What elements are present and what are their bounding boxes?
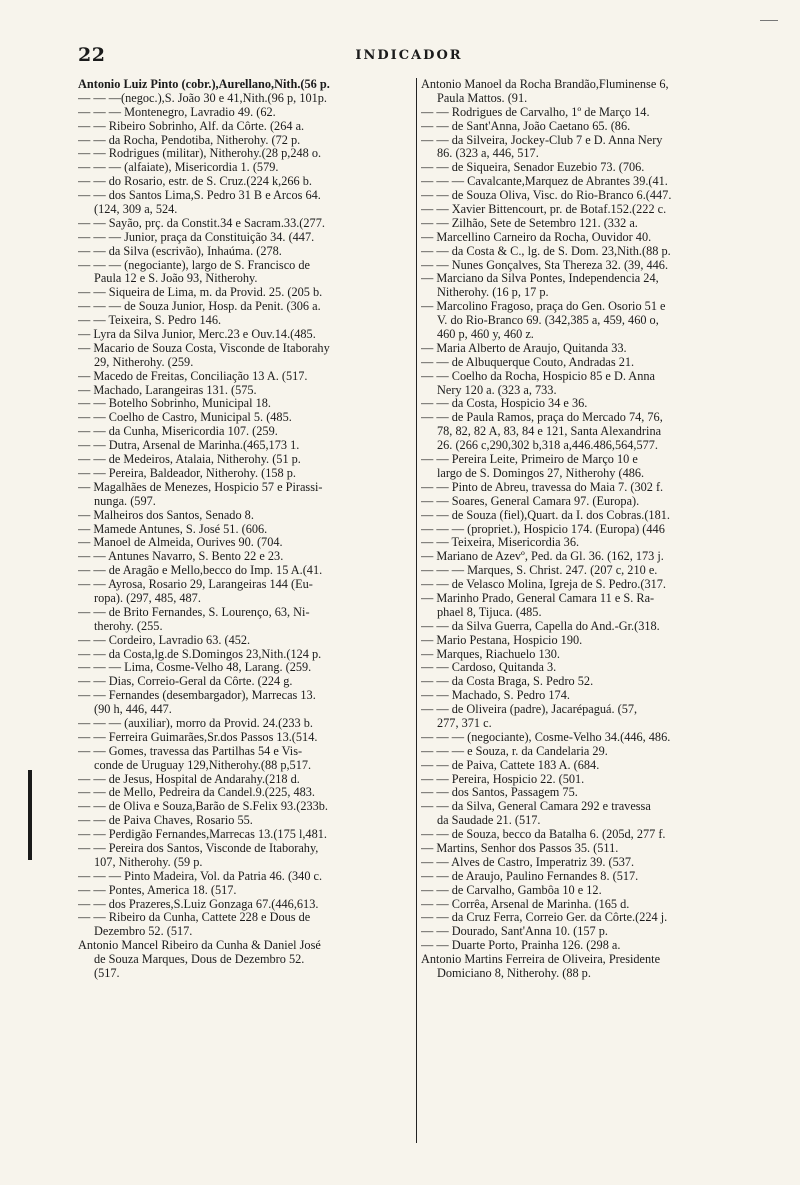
directory-entry-line: — — da Rocha, Pendotiba, Nitherohy. (72 p.	[78, 133, 301, 147]
directory-entry-line: — — de Souza (fiel),Quart. da I. dos Cobras.(181.	[421, 508, 670, 522]
directory-entry-line: — — dos Santos Lima,S. Pedro 31 B e Arcos 64.	[78, 189, 321, 203]
directory-entry-line: — — Rodrigues de Carvalho, 1º de Março 14.	[421, 105, 650, 119]
directory-entry-line: Antonio Luiz Pinto (cobr.),Aurellano,Nith.(56 p.	[78, 78, 330, 91]
directory-entry-line: — Macario de Souza Costa, Visconde de Itaborahy	[78, 341, 330, 355]
directory-entry-line: — — Rodrigues (militar), Nitherohy.(28 p,248 o.	[78, 147, 322, 161]
directory-entry-line: — Lyra da Silva Junior, Merc.23 e Ouv.14.(485.	[78, 328, 316, 342]
directory-entry-line: — Marciano da Silva Pontes, Independencia 24,	[421, 272, 659, 286]
directory-entry-line: — — — (propriet.), Hospicio 174. (Europa) (446	[421, 522, 665, 536]
directory-entry-line: — — de Souza, becco da Batalha 6. (205d, 277 f.	[421, 828, 666, 842]
directory-entry-line: — Machado, Larangeiras 131. (575.	[78, 383, 257, 397]
directory-entry-line: ropa). (297, 485, 487.	[94, 591, 201, 605]
directory-entry-line: — — Machado, S. Pedro 174.	[421, 689, 570, 703]
directory-entry-line: — Macedo de Freitas, Conciliação 13 A. (517.	[78, 369, 308, 383]
directory-entry-line: — — — e Souza, r. da Candelaria 29.	[421, 744, 608, 758]
directory-entry-line: da Saudade 21. (517.	[437, 814, 541, 828]
directory-entry-line: — — de Paula Ramos, praça do Mercado 74, 76,	[421, 411, 663, 425]
directory-entry-line: — — Gomes, travessa das Partilhas 54 e Vis-	[78, 744, 303, 758]
directory-entry-line: Dezembro 52. (517.	[94, 925, 193, 939]
directory-entry-line: — — — de Souza Junior, Hosp. da Penit. (306 a.	[78, 300, 321, 314]
directory-entry-line: — Manoel de Almeida, Ourives 90. (704.	[78, 536, 283, 550]
directory-entry-line: — — da Costa & C., lg. de S. Dom. 23,Nith.(88 p.	[421, 244, 671, 258]
directory-entry-line: — — Cardoso, Quitanda 3.	[421, 661, 557, 675]
directory-entry-line: — — Teixeira, S. Pedro 146.	[78, 314, 222, 328]
directory-entry-line: — — de Brito Fernandes, S. Lourenço, 63, Ni-	[78, 605, 310, 619]
directory-entry-line: — — — Montenegro, Lavradio 49. (62.	[78, 105, 276, 119]
directory-entry-line: — — Coelho de Castro, Municipal 5. (485.	[78, 411, 292, 425]
directory-columns	[78, 78, 755, 1143]
directory-entry-line: Paula 12 e S. João 93, Nitherohy.	[94, 272, 258, 286]
directory-entry-line: — — de Carvalho, Gambôa 10 e 12.	[421, 883, 602, 897]
directory-entry-line: — — Corrêa, Arsenal de Marinha. (165 d.	[421, 897, 630, 911]
directory-entry-line: 277, 371 c.	[437, 716, 492, 730]
directory-entry-line: — — — Lima, Cosme-Velho 48, Larang. (259.	[78, 661, 312, 675]
directory-entry-line: — — dos Santos, Passagem 75.	[421, 786, 578, 800]
directory-entry-line: — — Dutra, Arsenal de Marinha.(465,173 1.	[78, 439, 300, 453]
directory-entry-line: largo de S. Domingos 27, Nitherohy (486.	[437, 466, 645, 480]
directory-entry-line: — — de Paiva Chaves, Rosario 55.	[78, 814, 253, 828]
directory-entry-line: — — de Mello, Pedreira da Candel.9.(225, 483.	[78, 786, 316, 800]
directory-entry-line: 26. (266 c,290,302 b,318 a,446.486,564,577.	[437, 439, 658, 453]
directory-entry-line: — — de Sant'Anna, João Caetano 65. (86.	[421, 119, 631, 133]
directory-entry-line: — Mario Pestana, Hospicio 190.	[421, 633, 583, 647]
directory-entry-line: (124, 309 a, 524.	[94, 203, 178, 217]
directory-entry-line: — — Pinto de Abreu, travessa do Maia 7. (302 f.	[421, 480, 664, 494]
directory-entry-line: — — do Rosario, estr. de S. Cruz.(224 k,266 b.	[78, 175, 312, 189]
directory-entry-line: — — Siqueira de Lima, m. da Provid. 25. (205 b.	[78, 286, 323, 300]
directory-entry-line: — — de Jesus, Hospital de Andarahy.(218 d.	[78, 772, 300, 786]
directory-entry-line: — — da Silva (escrivão), Inhaúma. (278.	[78, 244, 282, 258]
directory-entry-line: (90 h, 446, 447.	[94, 703, 172, 717]
directory-entry-line: — — Pontes, America 18. (517.	[78, 883, 237, 897]
directory-entry-line: — — Soares, General Camara 97. (Europa).	[421, 494, 640, 508]
directory-entry-line: — — Botelho Sobrinho, Municipal 18.	[78, 397, 271, 411]
directory-entry-line: — — Ayrosa, Rosario 29, Larangeiras 144 (Eu-	[78, 578, 313, 592]
directory-entry-line: — — Dourado, Sant'Anna 10. (157 p.	[421, 925, 608, 939]
directory-entry-line: — Marcolino Fragoso, praça do Gen. Osorio 51 e	[421, 300, 666, 314]
directory-entry-line: — — — (auxiliar), morro da Provid. 24.(233 b.	[78, 716, 313, 730]
directory-entry-line: — — de Velasco Molina, Igreja de S. Pedro.(317.	[421, 578, 666, 592]
directory-entry-line: — — da Costa,lg.de S.Domingos 23,Nith.(124 p.	[78, 647, 322, 661]
directory-entry-line: conde de Uruguay 129,Nitherohy.(88 p,517.	[94, 758, 312, 772]
directory-entry-line: 78, 82, 82 A, 83, 84 e 121, Santa Alexandrina	[437, 425, 662, 439]
directory-entry-line: — — — Junior, praça da Constituição 34. (447.	[78, 230, 315, 244]
page-corner-mark	[760, 20, 778, 21]
directory-entry-line: Antonio Manoel da Rocha Brandão,Fluminense 6,	[421, 78, 669, 91]
directory-entry-line: — — Pereira, Baldeador, Nitherohy. (158 p.	[78, 466, 296, 480]
directory-entry-line: therohy. (255.	[94, 619, 163, 633]
directory-entry-line: — Marques, Riachuelo 130.	[421, 647, 560, 661]
directory-entry-line: Domiciano 8, Nitherohy. (88 p.	[437, 967, 591, 980]
directory-entry-line: — — de Araujo, Paulino Fernandes 8. (517.	[421, 869, 639, 883]
directory-entry-line: — — de Medeiros, Atalaia, Nitherohy. (51 p.	[78, 453, 301, 467]
directory-entry-line: — Martins, Senhor dos Passos 35. (511.	[421, 841, 619, 855]
page-header	[78, 44, 740, 68]
directory-entry-line: — — Ribeiro Sobrinho, Alf. da Côrte. (264 a.	[78, 119, 305, 133]
directory-entry-line: — — da Silveira, Jockey-Club 7 e D. Anna Nery	[421, 133, 663, 147]
directory-entry-line: nunga. (597.	[94, 494, 156, 508]
page-number: 22	[78, 44, 106, 66]
directory-entry-line: phael 8, Tijuca. (485.	[437, 605, 542, 619]
directory-entry-line: — — —(negoc.),S. João 30 e 41,Nith.(96 p, 101p.	[78, 91, 327, 105]
directory-entry-line: — Malheiros dos Santos, Senado 8.	[78, 508, 254, 522]
directory-entry-line: — — Cordeiro, Lavradio 63. (452.	[78, 633, 251, 647]
directory-entry-line: — Mamede Antunes, S. José 51. (606.	[78, 522, 268, 536]
directory-entry-line: — — Xavier Bittencourt, pr. de Botaf.152.(222 c.	[421, 203, 667, 217]
directory-entry-line: — — — (negociante), Cosme-Velho 34.(446, 486.	[421, 730, 671, 744]
directory-entry-line: — — Pereira Leite, Primeiro de Março 10 e	[421, 453, 638, 467]
directory-entry-line: — Mariano de Azevº, Ped. da Gl. 36. (162, 173 j.	[421, 550, 664, 564]
directory-entry-line: (517.	[94, 967, 120, 980]
directory-entry-line: — — de Oliva e Souza,Barão de S.Felix 93.(233b.	[78, 800, 328, 814]
directory-entry-line: — — Pereira, Hospicio 22. (501.	[421, 772, 585, 786]
directory-entry-line: Antonio Mancel Ribeiro da Cunha & Daniel José	[78, 939, 321, 953]
directory-entry-line: — — Nunes Gonçalves, Sta Thereza 32. (39, 446.	[421, 258, 669, 272]
directory-entry-line: — — dos Prazeres,S.Luiz Gonzaga 67.(446,613.	[78, 897, 319, 911]
directory-entry-line: — — Ferreira Guimarães,Sr.dos Passos 13.(514.	[78, 730, 318, 744]
directory-entry-line: — — da Costa Braga, S. Pedro 52.	[421, 675, 594, 689]
directory-entry-line: — Marinho Prado, General Camara 11 e S. Ra-	[421, 591, 655, 605]
directory-entry-line: — — — Marques, S. Christ. 247. (207 c, 210 e.	[421, 564, 658, 578]
directory-entry-line: — — — Cavalcante,Marquez de Abrantes 39.(41.	[421, 175, 668, 189]
directory-entry-line: — — de Oliveira (padre), Jacarépaguá. (57,	[421, 703, 638, 717]
directory-entry-line: — — de Albuquerque Couto, Andradas 21.	[421, 355, 635, 369]
directory-entry-line: Antonio Martins Ferreira de Oliveira, Presidente	[421, 953, 661, 967]
directory-entry-line: V. do Rio-Branco 69. (342,385 a, 459, 460 o,	[437, 314, 659, 328]
directory-entry-line: — — de Souza Oliva, Visc. do Rio-Branco 6.(447.	[421, 189, 672, 203]
directory-entry-line: 107, Nitherohy. (59 p.	[94, 855, 203, 869]
directory-entry-line: — — da Cunha, Misericordia 107. (259.	[78, 425, 278, 439]
directory-entry-line: 460 p, 460 y, 460 z.	[437, 328, 534, 342]
directory-entry-line: — — Perdigão Fernandes,Marrecas 13.(175 l,481.	[78, 828, 327, 842]
directory-entry-line: — — Teixeira, Misericordia 36.	[421, 536, 580, 550]
directory-entry-line: — — Dias, Correio-Geral da Côrte. (224 g.	[78, 675, 293, 689]
directory-entry-line: 29, Nitherohy. (259.	[94, 355, 194, 369]
directory-entry-line: Nitherohy. (16 p, 17 p.	[437, 286, 549, 300]
directory-entry-line: — — da Costa, Hospicio 34 e 36.	[421, 397, 588, 411]
directory-entry-line: — — da Silva Guerra, Capella do And.-Gr.(318.	[421, 619, 660, 633]
running-title: INDICADOR	[355, 48, 463, 63]
directory-entry-line: — — Antunes Navarro, S. Bento 22 e 23.	[78, 550, 284, 564]
directory-entry-line: 86. (323 a, 446, 517.	[437, 147, 539, 161]
directory-entry-line: — Maria Alberto de Araujo, Quitanda 33.	[421, 341, 627, 355]
directory-entry-line: — — da Cruz Ferra, Correio Ger. da Côrte.(224 j.	[421, 911, 668, 925]
directory-entry-line: — — de Siqueira, Senador Euzebio 73. (706.	[421, 161, 645, 175]
directory-entry-line: — — — (alfaiate), Misericordia 1. (579.	[78, 161, 279, 175]
directory-entry-line: — — Pereira dos Santos, Visconde de Itaborahy,	[78, 841, 319, 855]
margin-mark	[28, 770, 32, 860]
left-column	[78, 78, 416, 1143]
directory-entry-line: — — da Silva, General Camara 292 e travessa	[421, 800, 651, 814]
directory-entry-line: Paula Mattos. (91.	[437, 91, 528, 105]
directory-entry-line: — — Alves de Castro, Imperatriz 39. (537.	[421, 855, 635, 869]
directory-entry-line: — — Coelho da Rocha, Hospicio 85 e D. Anna	[421, 369, 655, 383]
directory-entry-line: — — de Paiva, Cattete 183 A. (684.	[421, 758, 600, 772]
directory-entry-line: Nery 120 a. (323 a, 733.	[437, 383, 557, 397]
directory-entry-line: — — Zilhão, Sete de Setembro 121. (332 a.	[421, 216, 638, 230]
directory-entry-line: — — Ribeiro da Cunha, Cattete 228 e Dous de	[78, 911, 311, 925]
directory-entry-line: — — — Pinto Madeira, Vol. da Patria 46. (340 c.	[78, 869, 323, 883]
right-column	[417, 78, 755, 1143]
directory-entry-line: — Marcellino Carneiro da Rocha, Ouvidor 40.	[421, 230, 652, 244]
directory-entry-line: — — de Aragão e Mello,becco do Imp. 15 A.(41.	[78, 564, 323, 578]
directory-entry-line: — — Fernandes (desembargador), Marrecas 13.	[78, 689, 316, 703]
directory-entry-line: — — Duarte Porto, Prainha 126. (298 a.	[421, 939, 621, 953]
directory-entry-line: — — — (negociante), largo de S. Francisco de	[78, 258, 310, 272]
directory-entry-line: de Souza Marques, Dous de Dezembro 52.	[94, 953, 305, 967]
directory-entry-line: — Magalhães de Menezes, Hospicio 57 e Pirassi-	[78, 480, 323, 494]
directory-entry-line: — — Sayão, prç. da Constit.34 e Sacram.33.(277.	[78, 216, 325, 230]
